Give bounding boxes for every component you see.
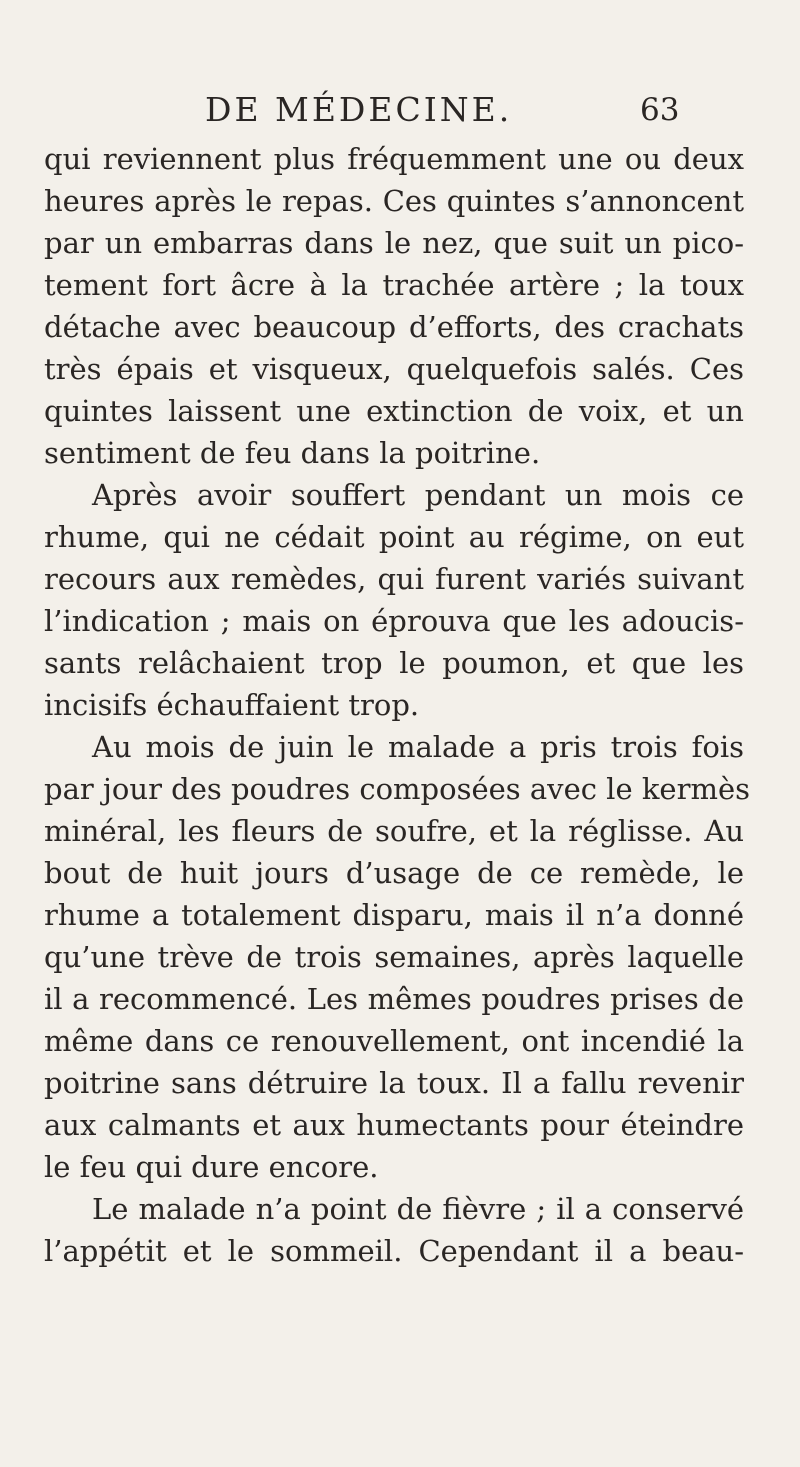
text-line: recours aux remèdes, qui furent variés suivant xyxy=(44,562,744,596)
text-line: minéral, les fleurs de soufre, et la réglisse. Au xyxy=(44,814,744,848)
text-line: détache avec beaucoup d’efforts, des crachats xyxy=(44,310,744,344)
text-line: l’indication ; mais on éprouva que les adoucis- xyxy=(44,604,744,638)
page-number: 63 xyxy=(640,92,680,128)
text-line: qu’une trève de trois semaines, après laquelle xyxy=(44,940,744,974)
text-line: sentiment de feu dans la poitrine. xyxy=(44,436,541,470)
text-line: rhume a totalement disparu, mais il n’a donné xyxy=(44,898,744,932)
text-line: qui reviennent plus fréquemment une ou deux xyxy=(44,142,744,176)
text-line: tement fort âcre à la trachée artère ; la toux xyxy=(44,268,744,302)
running-head: DE MÉDECINE. xyxy=(205,90,513,129)
text-line: le feu qui dure encore. xyxy=(44,1150,379,1184)
text-line: très épais et visqueux, quelquefois salés. Ces xyxy=(44,352,744,386)
text-line: Au mois de juin le malade a pris trois fois xyxy=(92,730,744,764)
text-line: bout de huit jours d’usage de ce remède, le xyxy=(44,856,744,890)
text-line: l’appétit et le sommeil. Cependant il a beau- xyxy=(44,1234,744,1268)
text-line: rhume, qui ne cédait point au régime, on eut xyxy=(44,520,744,554)
text-line: Le malade n’a point de fièvre ; il a conservé xyxy=(92,1192,744,1226)
text-line: il a recommencé. Les mêmes poudres prises de xyxy=(44,982,744,1016)
text-line: sants relâchaient trop le poumon, et que les xyxy=(44,646,744,680)
text-line: par jour des poudres composées avec le kermès xyxy=(44,772,750,806)
text-line: aux calmants et aux humectants pour éteindre xyxy=(44,1108,744,1142)
text-line: poitrine sans détruire la toux. Il a fallu revenir xyxy=(44,1066,744,1100)
text-line: Après avoir souffert pendant un mois ce xyxy=(92,478,744,512)
text-line: par un embarras dans le nez, que suit un pico- xyxy=(44,226,744,260)
text-line: même dans ce renouvellement, ont incendié la xyxy=(44,1024,744,1058)
text-line: quintes laissent une extinction de voix, et un xyxy=(44,394,744,428)
text-line: heures après le repas. Ces quintes s’annoncent xyxy=(44,184,744,218)
text-line: incisifs échauffaient trop. xyxy=(44,688,420,722)
page-header xyxy=(0,88,800,132)
